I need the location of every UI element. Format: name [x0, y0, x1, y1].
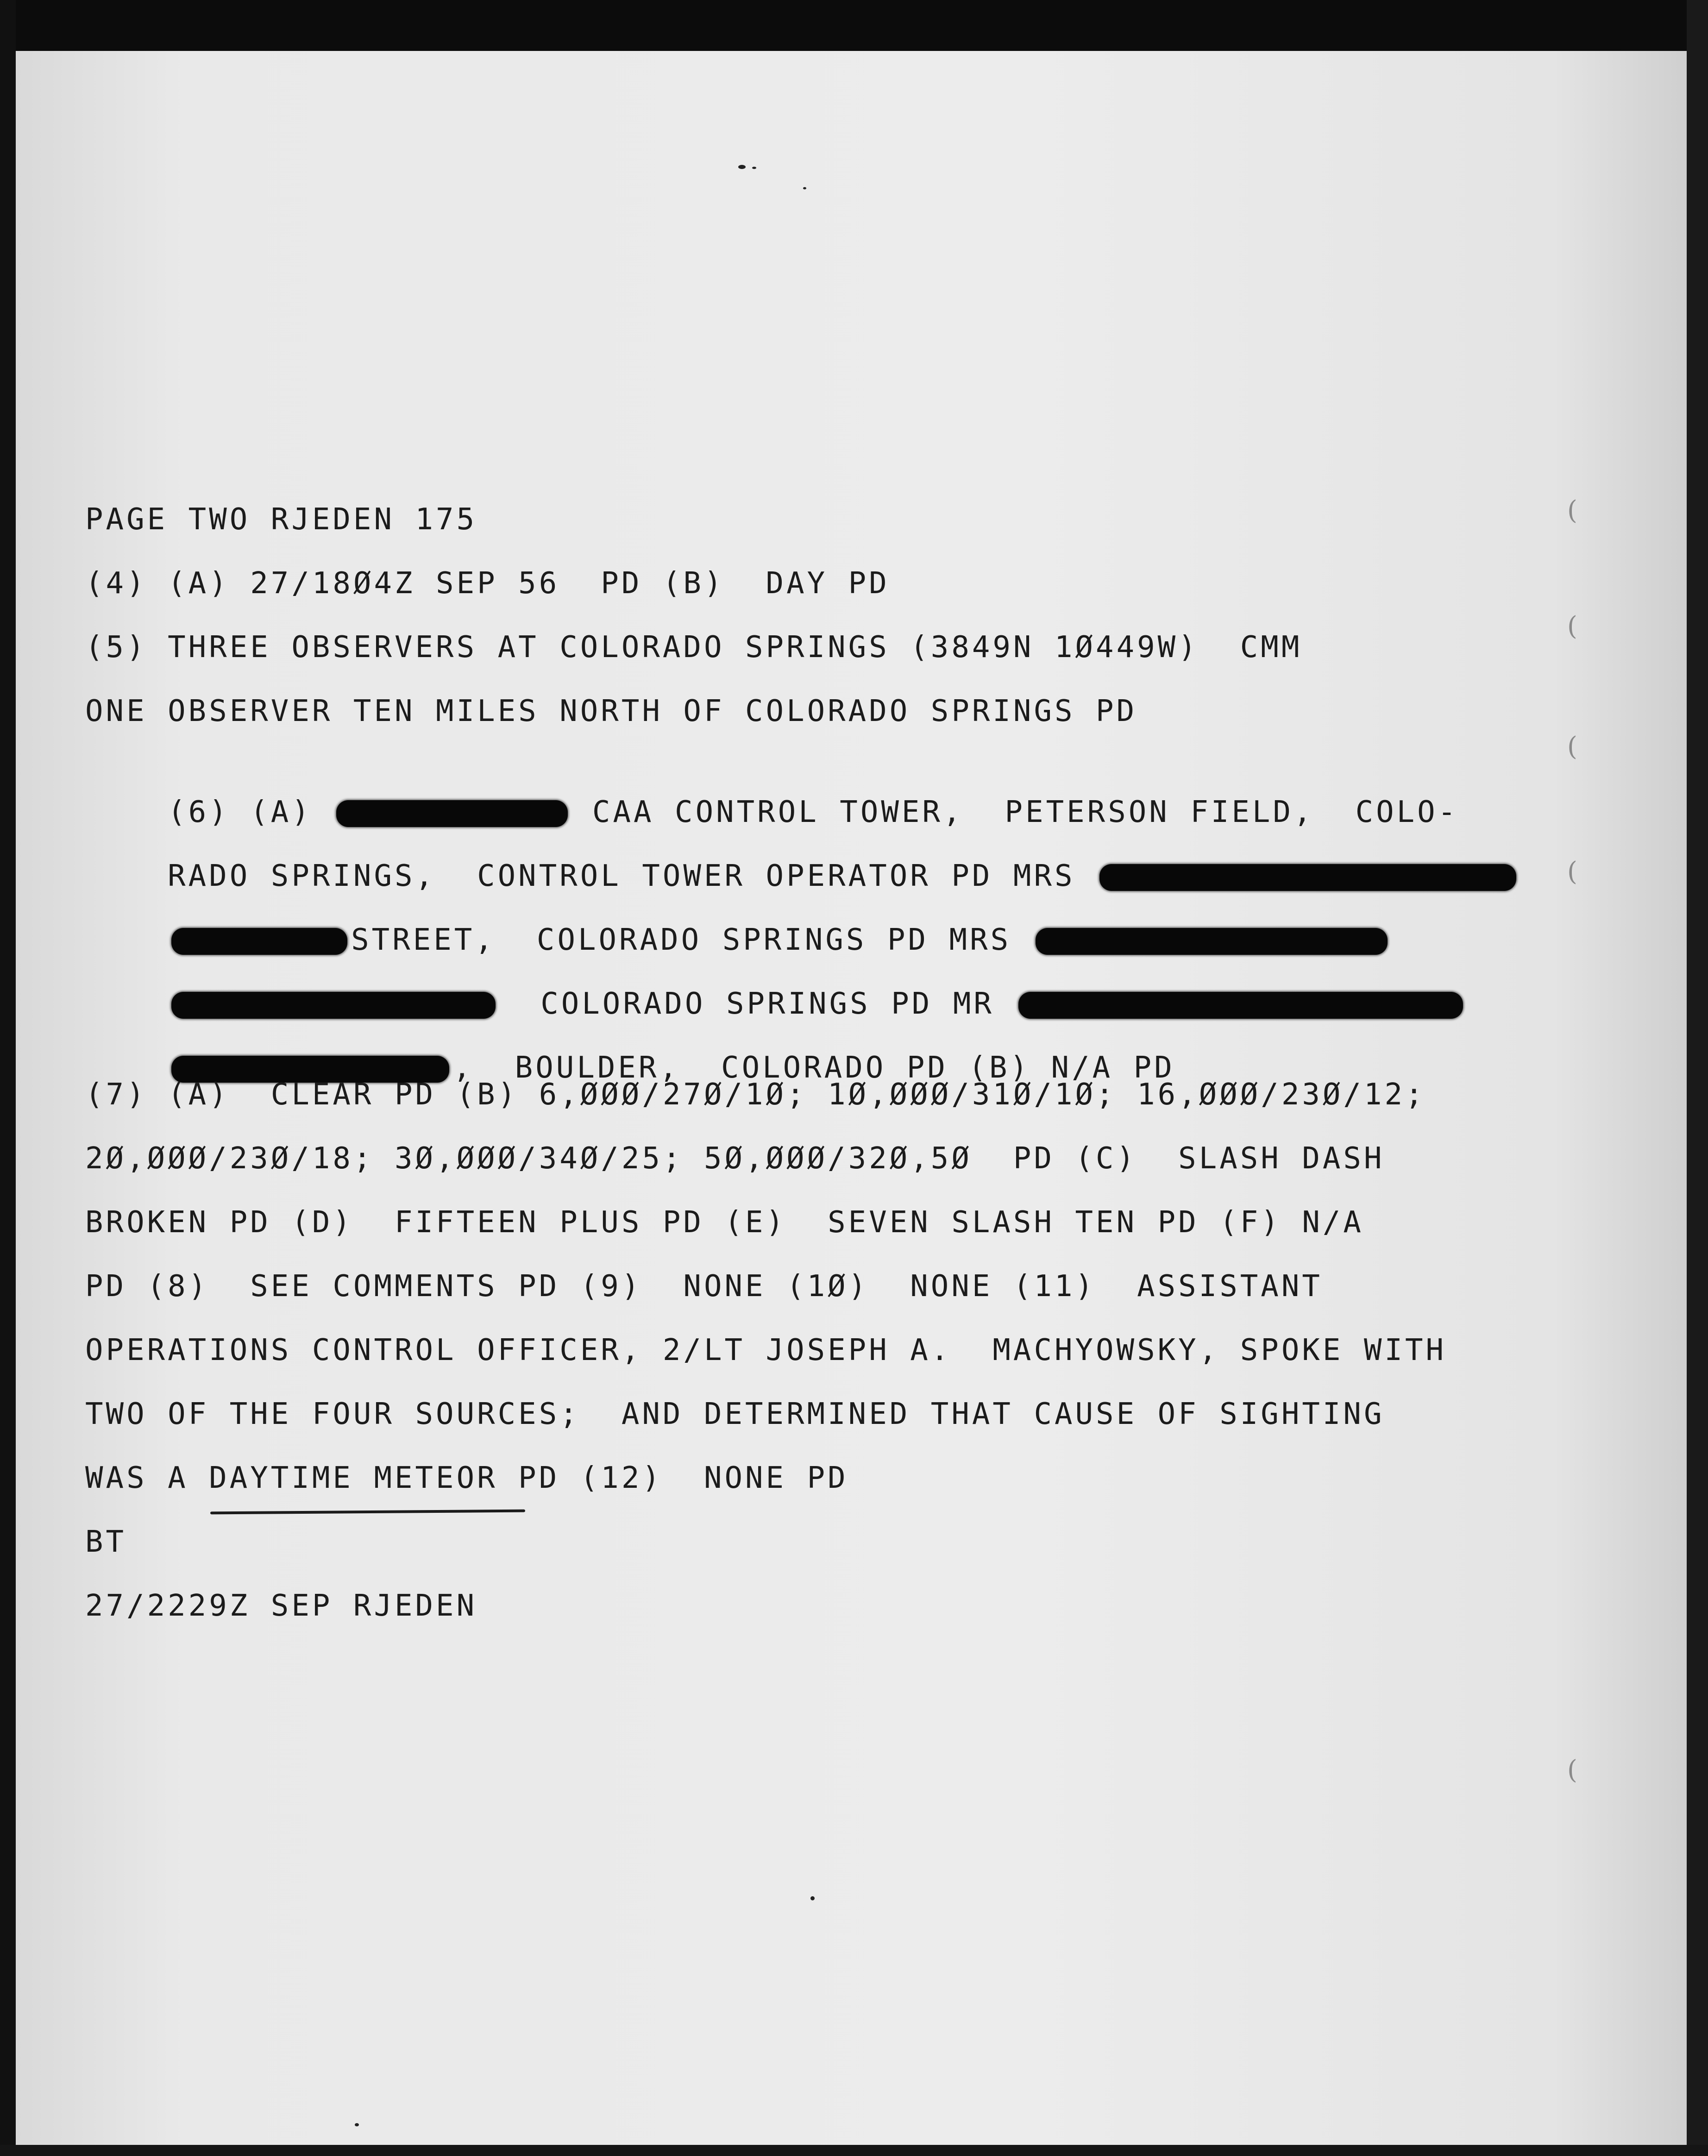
item-6-text-end: CAA CONTROL TOWER, PETERSON FIELD, COLO- — [571, 795, 1459, 829]
scan-border-right — [1687, 0, 1708, 2156]
item-6-text-middle: STREET, COLORADO SPRINGS PD MRS — [351, 923, 1032, 957]
margin-mark: ( — [1567, 611, 1577, 641]
item-6-text-start: RADO SPRINGS, CONTROL TOWER OPERATOR PD MRS — [168, 859, 1096, 893]
item-6-text-start: (6) (A) — [168, 795, 333, 829]
item-11-12-line: WAS A DAYTIME METEOR PD (12) NONE PD — [85, 1461, 848, 1495]
item-5-continued: ONE OBSERVER TEN MILES NORTH OF COLORADO SPRINGS PD — [85, 694, 1137, 728]
ink-speck — [810, 1896, 815, 1900]
scan-border-bottom — [0, 2145, 1708, 2156]
item-4-line: (4) (A) 27/18Ø4Z SEP 56 PD (B) DAY PD — [85, 566, 890, 601]
margin-mark: ( — [1567, 857, 1577, 887]
ink-speck — [738, 165, 746, 169]
margin-mark: ( — [1567, 732, 1577, 762]
page-header: PAGE TWO RJEDEN 175 — [85, 502, 477, 537]
handwritten-underline — [210, 1510, 525, 1515]
item-8-11-line: PD (8) SEE COMMENTS PD (9) NONE (1Ø) NONE (11) ASSISTANT — [85, 1269, 1323, 1304]
ink-speck — [803, 187, 806, 189]
document-sheet — [16, 51, 1687, 2145]
margin-mark: ( — [1567, 1755, 1577, 1785]
ink-speck — [355, 2123, 359, 2126]
item-11-continued-1: OPERATIONS CONTROL OFFICER, 2/LT JOSEPH A. MACHYOWSKY, SPOKE WITH — [85, 1333, 1447, 1367]
item-7-continued-2: BROKEN PD (D) FIFTEEN PLUS PD (E) SEVEN SLASH TEN PD (F) N/A — [85, 1205, 1364, 1240]
break-marker: BT — [85, 1525, 127, 1559]
item-11-continued-2: TWO OF THE FOUR SOURCES; AND DETERMINED THAT CAUSE OF SIGHTING — [85, 1397, 1385, 1431]
scan-border-top — [0, 0, 1708, 51]
margin-mark: ( — [1567, 495, 1577, 526]
item-5-line: (5) THREE OBSERVERS AT COLORADO SPRINGS (3849N 1Ø449W) CMM — [85, 630, 1302, 664]
ink-speck — [752, 167, 756, 169]
item-7-line: (7) (A) CLEAR PD (B) 6,ØØØ/27Ø/1Ø; 1Ø,ØØØ/31Ø/1Ø; 16,ØØØ/23Ø/12; — [85, 1078, 1426, 1112]
message-footer: 27/2229Z SEP RJEDEN — [85, 1589, 477, 1623]
scan-border-left — [0, 0, 16, 2156]
item-6-text-end: , BOULDER, COLORADO PD (B) N/A PD — [453, 1051, 1175, 1085]
item-6-text-middle: COLORADO SPRINGS PD MR — [499, 987, 1015, 1021]
item-7-continued-1: 2Ø,ØØØ/23Ø/18; 3Ø,ØØØ/34Ø/25; 5Ø,ØØØ/32Ø,5Ø PD (C) SLASH DASH — [85, 1141, 1385, 1176]
margin-imprint — [1622, 144, 1636, 1857]
